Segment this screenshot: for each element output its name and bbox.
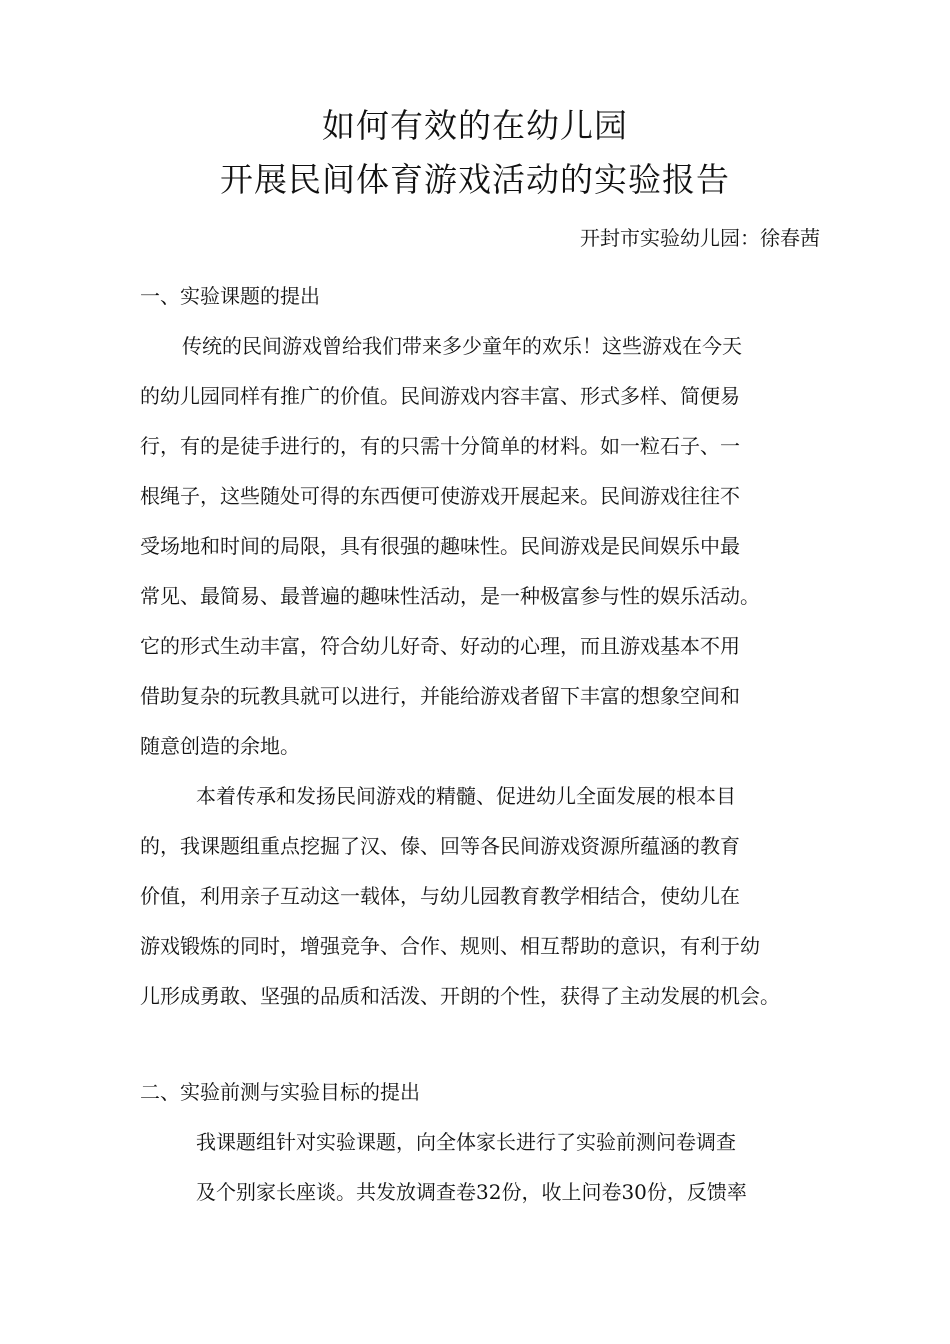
paragraph-line: 的幼儿园同样有推广的价值。民间游戏内容丰富、形式多样、简便易 — [140, 384, 740, 408]
paragraph-line: 行，有的是徒手进行的，有的只需十分简单的材料。如一粒石子、一 — [140, 434, 740, 458]
title-line-1: 如何有效的在幼儿园 — [322, 106, 628, 145]
paragraph-line: 它的形式生动丰富，符合幼儿好奇、好动的心理，而且游戏基本不用 — [140, 634, 740, 658]
paragraph-line: 随意创造的余地。 — [140, 734, 300, 758]
paragraph-line: 游戏锻炼的同时，增强竞争、合作、规则、相互帮助的意识，有利于幼 — [140, 934, 760, 958]
paragraph-line: 传统的民间游戏曾给我们带来多少童年的欢乐！这些游戏在今天 — [182, 334, 742, 358]
title-line-2: 开展民间体育游戏活动的实验报告 — [220, 160, 730, 199]
author-line: 开封市实验幼儿园：徐春茜 — [580, 226, 820, 250]
paragraph-line: 儿形成勇敢、坚强的品质和活泼、开朗的个性，获得了主动发展的机会。 — [140, 984, 780, 1008]
section-heading-1: 一、实验课题的提出 — [140, 284, 320, 308]
paragraph-line: 我课题组针对实验课题，向全体家长进行了实验前测问卷调查 — [196, 1130, 736, 1154]
paragraph-line: 根绳子，这些随处可得的东西便可使游戏开展起来。民间游戏往往不 — [140, 484, 740, 508]
paragraph-line: 及个别家长座谈。共发放调查卷32份，收上问卷30份，反馈率 — [196, 1180, 747, 1204]
section-heading-2: 二、实验前测与实验目标的提出 — [140, 1080, 420, 1104]
paragraph-line: 借助复杂的玩教具就可以进行，并能给游戏者留下丰富的想象空间和 — [140, 684, 740, 708]
paragraph-line: 常见、最简易、最普遍的趣味性活动，是一种极富参与性的娱乐活动。 — [140, 584, 760, 608]
paragraph-line: 本着传承和发扬民间游戏的精髓、促进幼儿全面发展的根本目 — [196, 784, 736, 808]
paragraph-line: 受场地和时间的局限，具有很强的趣味性。民间游戏是民间娱乐中最 — [140, 534, 740, 558]
paragraph-line: 的，我课题组重点挖掘了汉、傣、回等各民间游戏资源所蕴涵的教育 — [140, 834, 740, 858]
paragraph-line: 价值，利用亲子互动这一载体，与幼儿园教育教学相结合，使幼儿在 — [140, 884, 740, 908]
